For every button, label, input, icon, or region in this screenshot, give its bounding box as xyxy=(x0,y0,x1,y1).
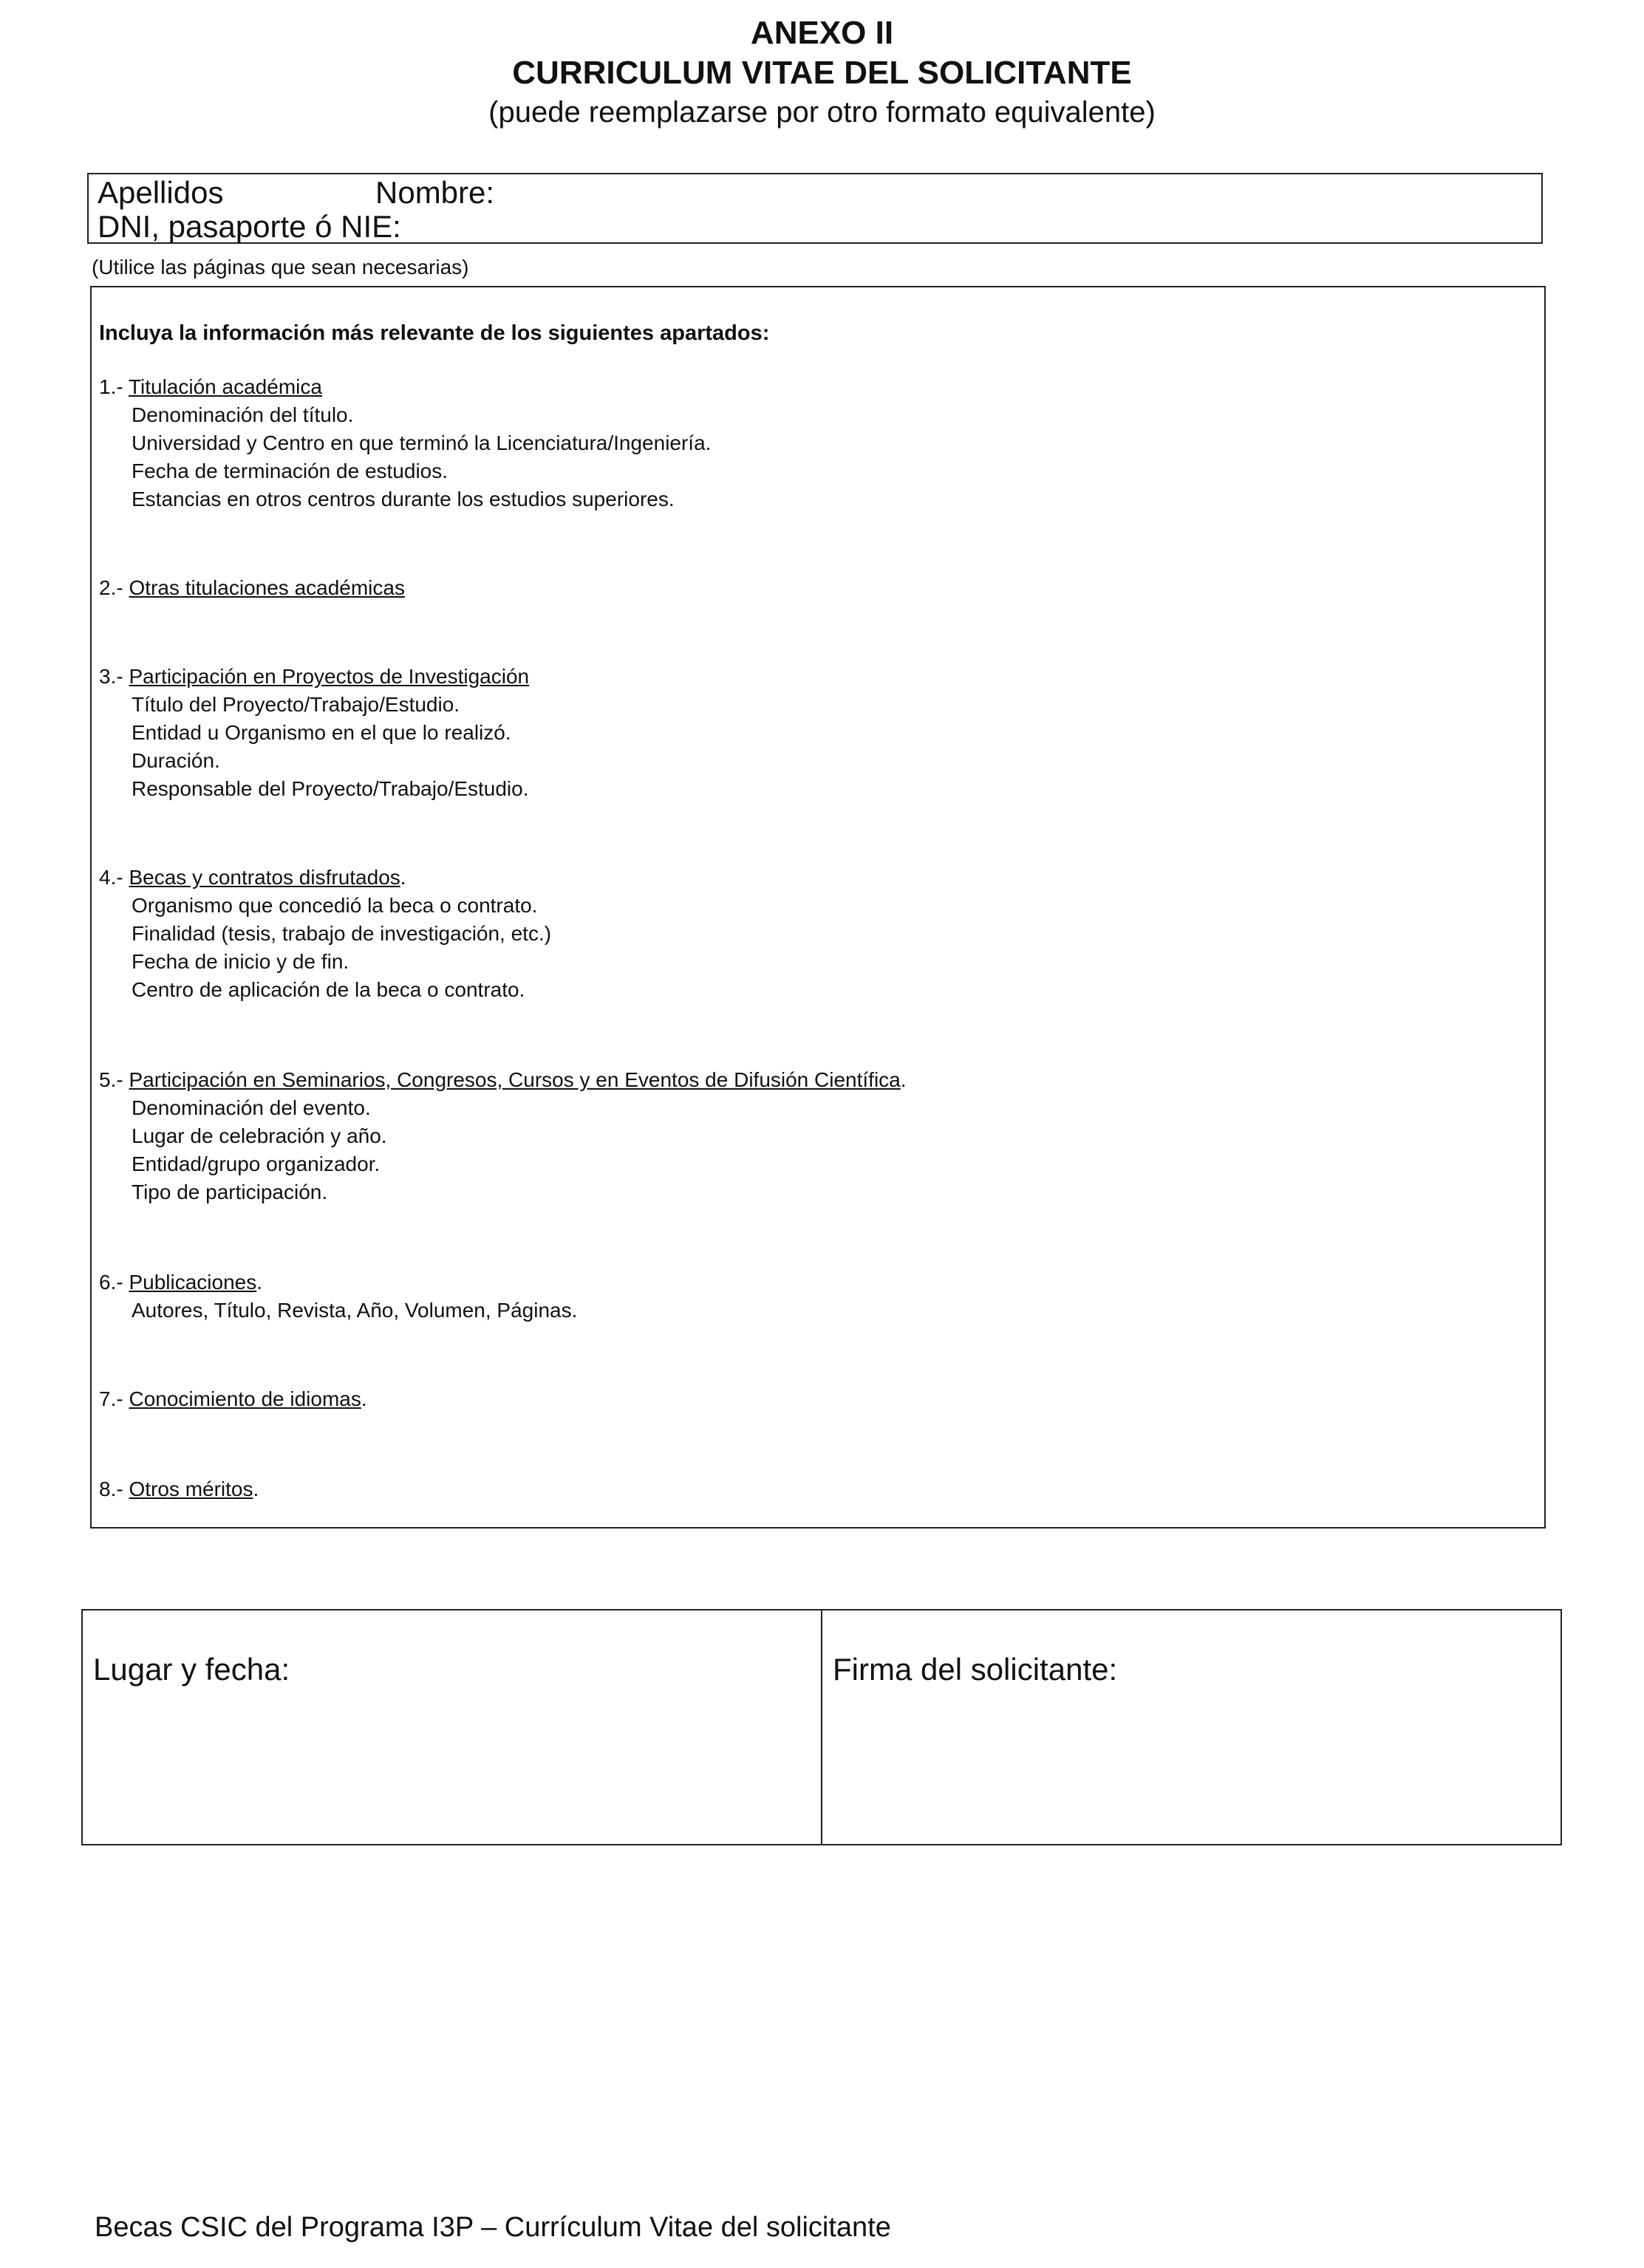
section-1 xyxy=(99,373,711,513)
signature-label: Firma del solicitante: xyxy=(833,1652,1118,1687)
section-suffix: . xyxy=(361,1387,367,1410)
list-item: Fecha de inicio y de fin. xyxy=(132,950,349,973)
list-item: Título del Proyecto/Trabajo/Estudio. xyxy=(132,693,460,716)
section-number: 5.- xyxy=(99,1068,129,1091)
list-item: Organismo que concedió la beca o contrato. xyxy=(132,894,538,917)
name-row xyxy=(98,176,1541,210)
cv-title: CURRICULUM VITAE DEL SOLICITANTE xyxy=(512,55,1132,91)
section-title: Publicaciones xyxy=(129,1271,257,1294)
list-item: Autores, Título, Revista, Año, Volumen, Páginas. xyxy=(132,1299,578,1322)
applicant-id-box xyxy=(87,173,1543,244)
page-footer: Becas CSIC del Programa I3P – Currículum Vitae del solicitante xyxy=(95,2212,891,2243)
section-heading xyxy=(99,1385,367,1413)
section-heading xyxy=(99,574,405,602)
list-item: Denominación del evento. xyxy=(132,1096,371,1119)
section-number: 1.- xyxy=(99,375,129,398)
intro-text: Incluya la información más relevante de los siguientes apartados: xyxy=(99,321,770,345)
list-item: Fecha de terminación de estudios. xyxy=(132,460,448,482)
section-number: 6.- xyxy=(99,1271,129,1294)
section-number: 4.- xyxy=(99,866,129,889)
nombre-label[interactable]: Nombre: xyxy=(375,175,495,210)
section-title: Otros méritos xyxy=(129,1478,253,1500)
place-date-cell[interactable] xyxy=(83,1611,822,1844)
section-number: 2.- xyxy=(99,576,129,599)
signature-table xyxy=(81,1609,1562,1845)
section-suffix: . xyxy=(256,1271,263,1294)
list-item: Lugar de celebración y año. xyxy=(132,1124,387,1147)
pages-hint: (Utilice las páginas que sean necesarias) xyxy=(92,256,469,279)
document-header xyxy=(0,13,1644,131)
section-2 xyxy=(99,574,405,602)
dni-label[interactable]: DNI, pasaporte ó NIE: xyxy=(98,209,401,244)
section-7 xyxy=(99,1385,367,1413)
section-3 xyxy=(99,663,529,803)
list-item: Responsable del Proyecto/Trabajo/Estudio. xyxy=(132,777,529,800)
section-title: Participación en Proyectos de Investigación xyxy=(129,665,530,688)
list-item: Denominación del título. xyxy=(132,403,354,426)
section-title: Participación en Seminarios, Congresos, Cursos y en Eventos de Difusión Científica xyxy=(129,1068,901,1091)
section-4 xyxy=(99,864,551,1004)
section-title: Titulación académica xyxy=(128,375,322,398)
section-heading xyxy=(99,663,529,691)
section-heading xyxy=(99,864,551,892)
section-6 xyxy=(99,1268,577,1325)
section-number: 3.- xyxy=(99,665,129,688)
list-item: Tipo de participación. xyxy=(132,1181,328,1203)
section-heading xyxy=(99,1475,259,1503)
section-5 xyxy=(99,1066,907,1206)
section-heading xyxy=(99,1066,907,1094)
signature-cell[interactable] xyxy=(822,1611,1561,1844)
section-title: Becas y contratos disfrutados xyxy=(129,866,400,889)
section-suffix: . xyxy=(400,866,406,889)
section-number: 7.- xyxy=(99,1387,129,1410)
format-note: (puede reemplazarse por otro formato equivalente) xyxy=(488,96,1156,129)
annex-title: ANEXO II xyxy=(750,15,894,51)
cv-content-box xyxy=(90,286,1546,1528)
list-item: Universidad y Centro en que terminó la Licenciatura/Ingeniería. xyxy=(132,431,712,454)
apellidos-label[interactable]: Apellidos xyxy=(98,175,224,210)
section-8 xyxy=(99,1475,259,1503)
section-suffix: . xyxy=(253,1478,259,1500)
list-item: Duración. xyxy=(132,749,220,772)
section-heading xyxy=(99,1268,577,1297)
list-item: Entidad/grupo organizador. xyxy=(132,1152,381,1175)
list-item: Centro de aplicación de la beca o contrato. xyxy=(132,978,525,1001)
section-title: Otras titulaciones académicas xyxy=(129,576,405,599)
section-title: Conocimiento de idiomas xyxy=(129,1387,361,1410)
place-date-label: Lugar y fecha: xyxy=(93,1652,290,1687)
section-number: 8.- xyxy=(99,1478,129,1500)
list-item: Finalidad (tesis, trabajo de investigación, etc.) xyxy=(132,922,552,945)
section-heading xyxy=(99,373,711,401)
list-item: Estancias en otros centros durante los estudios superiores. xyxy=(132,488,675,510)
list-item: Entidad u Organismo en el que lo realizó. xyxy=(132,721,511,744)
section-suffix: . xyxy=(900,1068,907,1091)
